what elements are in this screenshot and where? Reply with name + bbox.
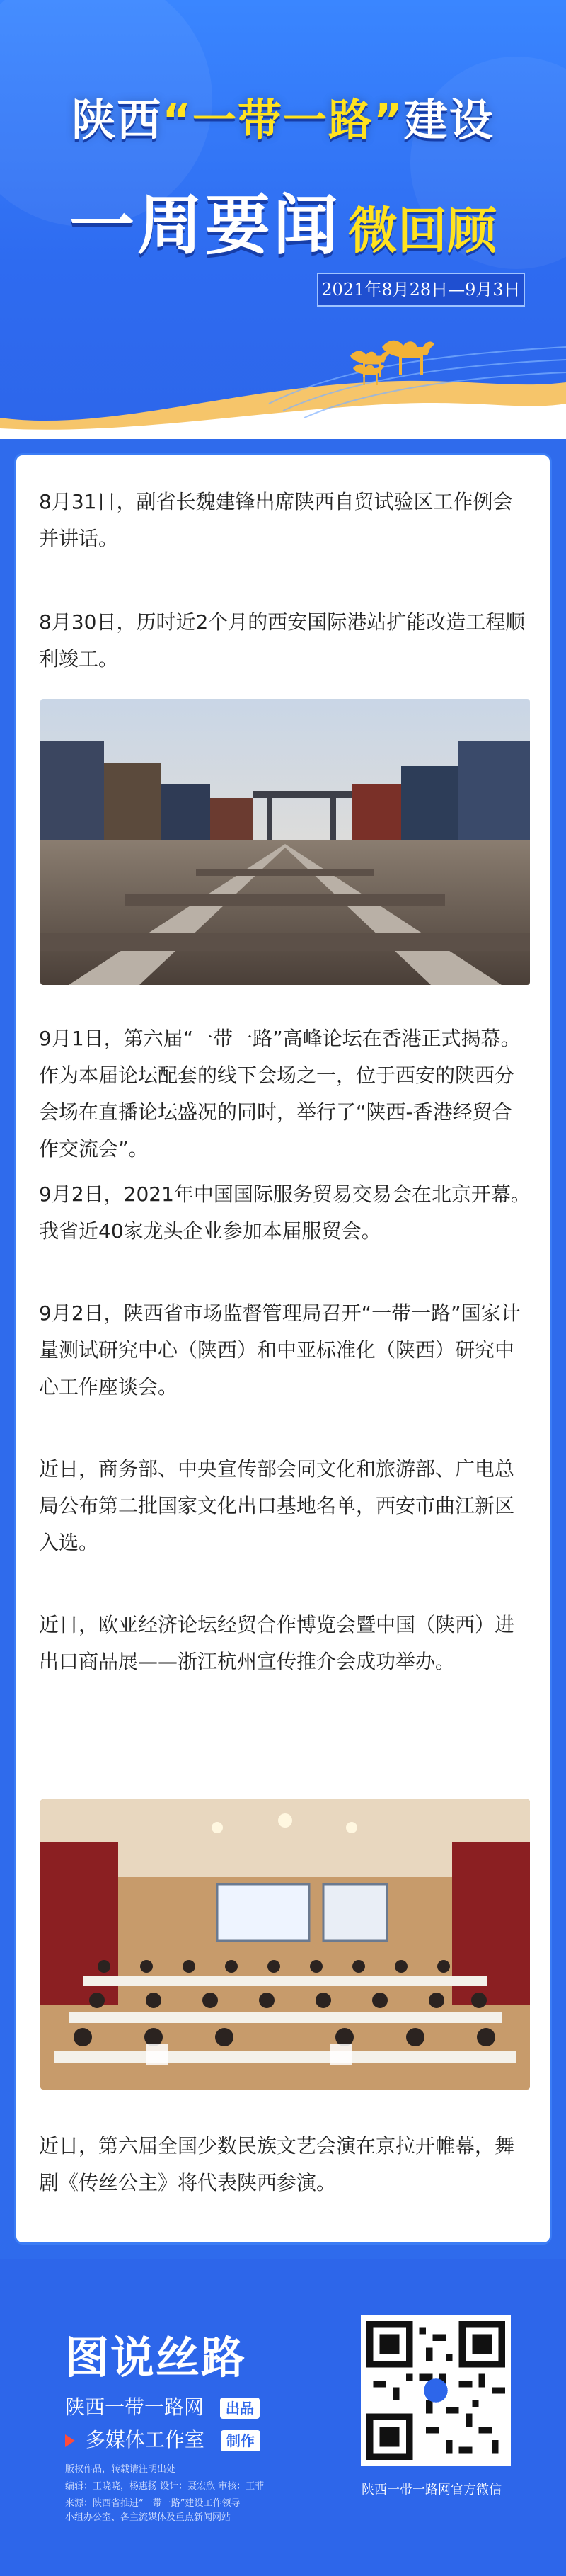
studio-name: 多媒体工作室 (85, 2428, 204, 2451)
footer (0, 2259, 566, 2576)
credits: 编辑：王晓晓，杨惠扬 设计：聂宏欣 审核：王菲 (65, 2481, 265, 2492)
title-part: 陕西 (71, 94, 163, 146)
title-line-1 (0, 85, 566, 148)
news-card (14, 453, 552, 2245)
studio-row (65, 2426, 260, 2454)
wechat-qr-code (361, 2315, 511, 2466)
camel-icon (382, 341, 434, 375)
photo-conference (40, 1799, 530, 2090)
studio-tag: 制作 (221, 2430, 260, 2451)
news-item: 8月31日，副省长魏建锋出席陕西自贸试验区工作例会并讲话。 (39, 490, 513, 550)
news-item: 近日，商务部、中央宣传部会同文化和旅游部、广电总局公布第二批国家文化出口基地名单，西安市曲江新区入选。 (39, 1457, 515, 1554)
qr-caption: 陕西一带一路网官方微信 (362, 2483, 502, 2497)
publisher-tag: 出品 (220, 2398, 260, 2419)
news-item: 8月30日，历时近2个月的西安国际港站扩能改造工程顺利竣工。 (39, 610, 526, 671)
photo-railway-port (40, 699, 530, 985)
news-item: 9月2日，2021年中国国际服务贸易交易会在北京开幕。我省近40家龙头企业参加本届服贸会。 (39, 1182, 531, 1243)
title-weekly-news: 一周要闻 (69, 188, 341, 263)
desert-camel-illustration (0, 297, 566, 439)
copyright-note: 版权作品，转载请注明出处 (65, 2464, 176, 2475)
publisher-row (65, 2393, 260, 2422)
source-line: 小组办公室、各主流媒体及重点新闻网站 (65, 2512, 231, 2523)
source-line: 来源：陕西省推进“一带一路”建设工作领导 (65, 2498, 241, 2509)
date-range-badge: 2021年8月28日—9月3日 (317, 273, 525, 307)
play-icon (65, 2434, 75, 2447)
title-quote: “一带一路” (162, 94, 404, 146)
tushuo-silu-logo: 图说丝路 (65, 2332, 247, 2383)
header-banner (0, 0, 566, 439)
title-line-2 (0, 173, 566, 267)
publisher-name: 陕西一带一路网 (65, 2395, 204, 2419)
news-item: 9月2日，陕西省市场监督管理局召开“一带一路”国家计量测试研究中心（陕西）和中亚标准化（陕西）研究中心工作座谈会。 (39, 1301, 521, 1398)
news-item: 近日，欧亚经济论坛经贸合作博览会暨中国（陕西）进出口商品展——浙江杭州宣传推介会成功举办。 (39, 1613, 515, 1673)
news-item: 近日，第六届全国少数民族文艺会演在京拉开帷幕，舞剧《传丝公主》将代表陕西参演。 (39, 2134, 515, 2194)
title-part: 建设 (403, 94, 495, 146)
title-review: 微回顾 (348, 202, 497, 260)
news-item: 9月1日，第六届“一带一路”高峰论坛在香港正式揭幕。作为本届论坛配套的线下会场之一，位于西安的陕西分会场在直播论坛盛况的同时，举行了“陕西-香港经贸合作交流会”。 (39, 1027, 521, 1161)
